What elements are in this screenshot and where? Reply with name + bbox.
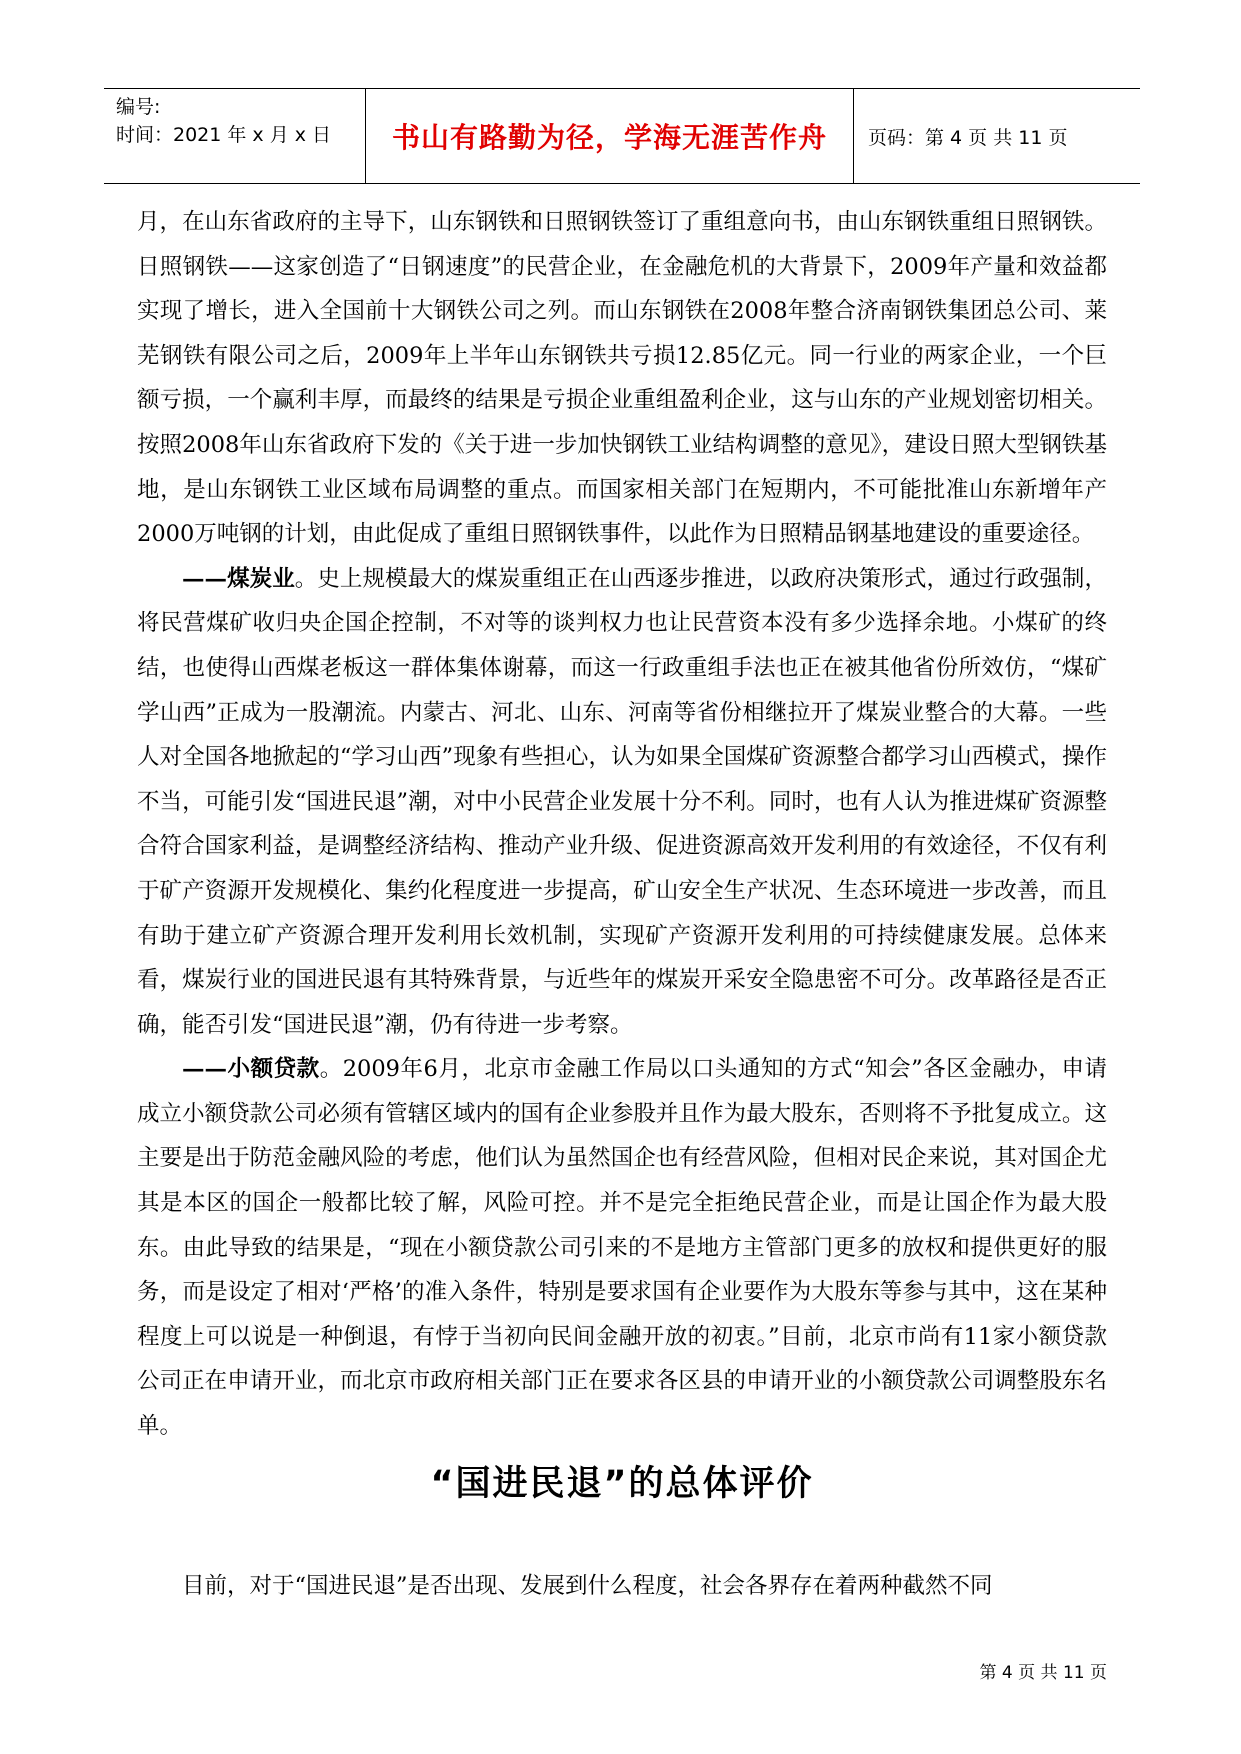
paragraph-evaluation-wrap (137, 1564, 1107, 1609)
document-body (137, 200, 1107, 1449)
header-page-label: 页码：第 4 页 共 11 页 (868, 126, 1068, 149)
coal-text: 。史上规模最大的煤炭重组正在山西逐步推进，以政府决策形式，通过行政强制，将民营煤矿收归央企国企控制，不对等的谈判权力也让民营资本没有多少选择余地。小煤矿的终结，也使得山西煤老板这一群体集体谢幕，而这一行政重组手法也正在被其他省份所效仿，“煤矿学山西”正成为一股潮流。内蒙古、河北、山东、河南等省份相继拉开了煤炭业整合的大幕。一些人对全国各地掀起的“学习山西”现象有些担心，认为如果全国煤矿资源整合都学习山西模式，操作不当，可能引发“国进民退”潮，对中小民营企业发展十分不利。同时，也有人认为推进煤矿资源整合符合国家利益，是调整经济结构、推动产业升级、促进资源高效开发利用的有效途径，不仅有利于矿产资源开发规模化、集约化程度进一步提高，矿山安全生产状况、生态环境进一步改善，而且有助于建立矿产资源合理开发利用长效机制，实现矿产资源开发利用的可持续健康发展。总体来看，煤炭行业的国进民退有其特殊背景，与近些年的煤炭开采安全隐患密不可分。改革路径是否正确，能否引发“国进民退”潮，仍有待进一步考察。 (137, 565, 1107, 1038)
header-meta (104, 89, 366, 183)
section-title: “国进民退”的总体评价 (430, 1464, 814, 1504)
microloan-term: ——小额贷款 (182, 1056, 320, 1083)
time-label: 时间：2021 年 x 月 x 日 (116, 124, 332, 146)
header-page-cell (854, 89, 1140, 183)
coal-term: ——煤炭业 (182, 565, 295, 592)
motto-text: 书山有路勤为径，学海无涯苦作舟 (391, 121, 827, 154)
page-footer: 第 4 页 共 11 页 (979, 1663, 1107, 1683)
paragraph-steel: 月，在山东省政府的主导下，山东钢铁和日照钢铁签订了重组意向书，由山东钢铁重组日照钢铁。日照钢铁——这家创造了“日钢速度”的民营企业，在金融危机的大背景下，2009年产量和效益都实现了增长，进入全国前十大钢铁公司之列。而山东钢铁在2008年整合济南钢铁集团总公司、莱芜钢铁有限公司之后，2009年上半年山东钢铁共亏损12.85亿元。同一行业的两家企业，一个巨额亏损，一个赢利丰厚，而最终的结果是亏损企业重组盈利企业，这与山东的产业规划密切相关。按照2008年山东省政府下发的《关于进一步加快钢铁工业结构调整的意见》，建设日照大型钢铁基地，是山东钢铁工业区域布局调整的重点。而国家相关部门在短期内，不可能批准山东新增年产2000万吨钢的计划，由此促成了重组日照钢铁事件，以此作为日照精品钢基地建设的重要途径。 (137, 209, 1107, 548)
header-motto-cell (366, 89, 854, 183)
page-header (104, 88, 1140, 184)
paragraph-coal (137, 557, 1107, 1048)
paragraph-microloan (137, 1047, 1107, 1448)
microloan-text: 。2009年6月，北京市金融工作局以口头通知的方式“知会”各区金融办，申请成立小额贷款公司必须有管辖区域内的国有企业参股并且作为最大股东，否则将不予批复成立。这主要是出于防范金融风险的考虑，他们认为虽然国企也有经营风险，但相对民企来说，其对国企尤其是本区的国企一般都比较了解，风险可控。并不是完全拒绝民营企业，而是让国企作为最大股东。由此导致的结果是，“现在小额贷款公司引来的不是地方主管部门更多的放权和提供更好的服务，而是设定了相对‘严格’的准入条件，特别是要求国有企业要作为大股东等参与其中，这在某种程度上可以说是一种倒退，有悖于当初向民间金融开放的初衷。”目前，北京市尚有11家小额贷款公司正在申请开业，而北京市政府相关部门正在要求各区县的申请开业的小额贷款公司调整股东名单。 (137, 1056, 1107, 1440)
serial-label: 编号: (116, 96, 161, 118)
paragraph-evaluation: 目前，对于“国进民退”是否出现、发展到什么程度，社会各界存在着两种截然不同 (182, 1573, 993, 1599)
